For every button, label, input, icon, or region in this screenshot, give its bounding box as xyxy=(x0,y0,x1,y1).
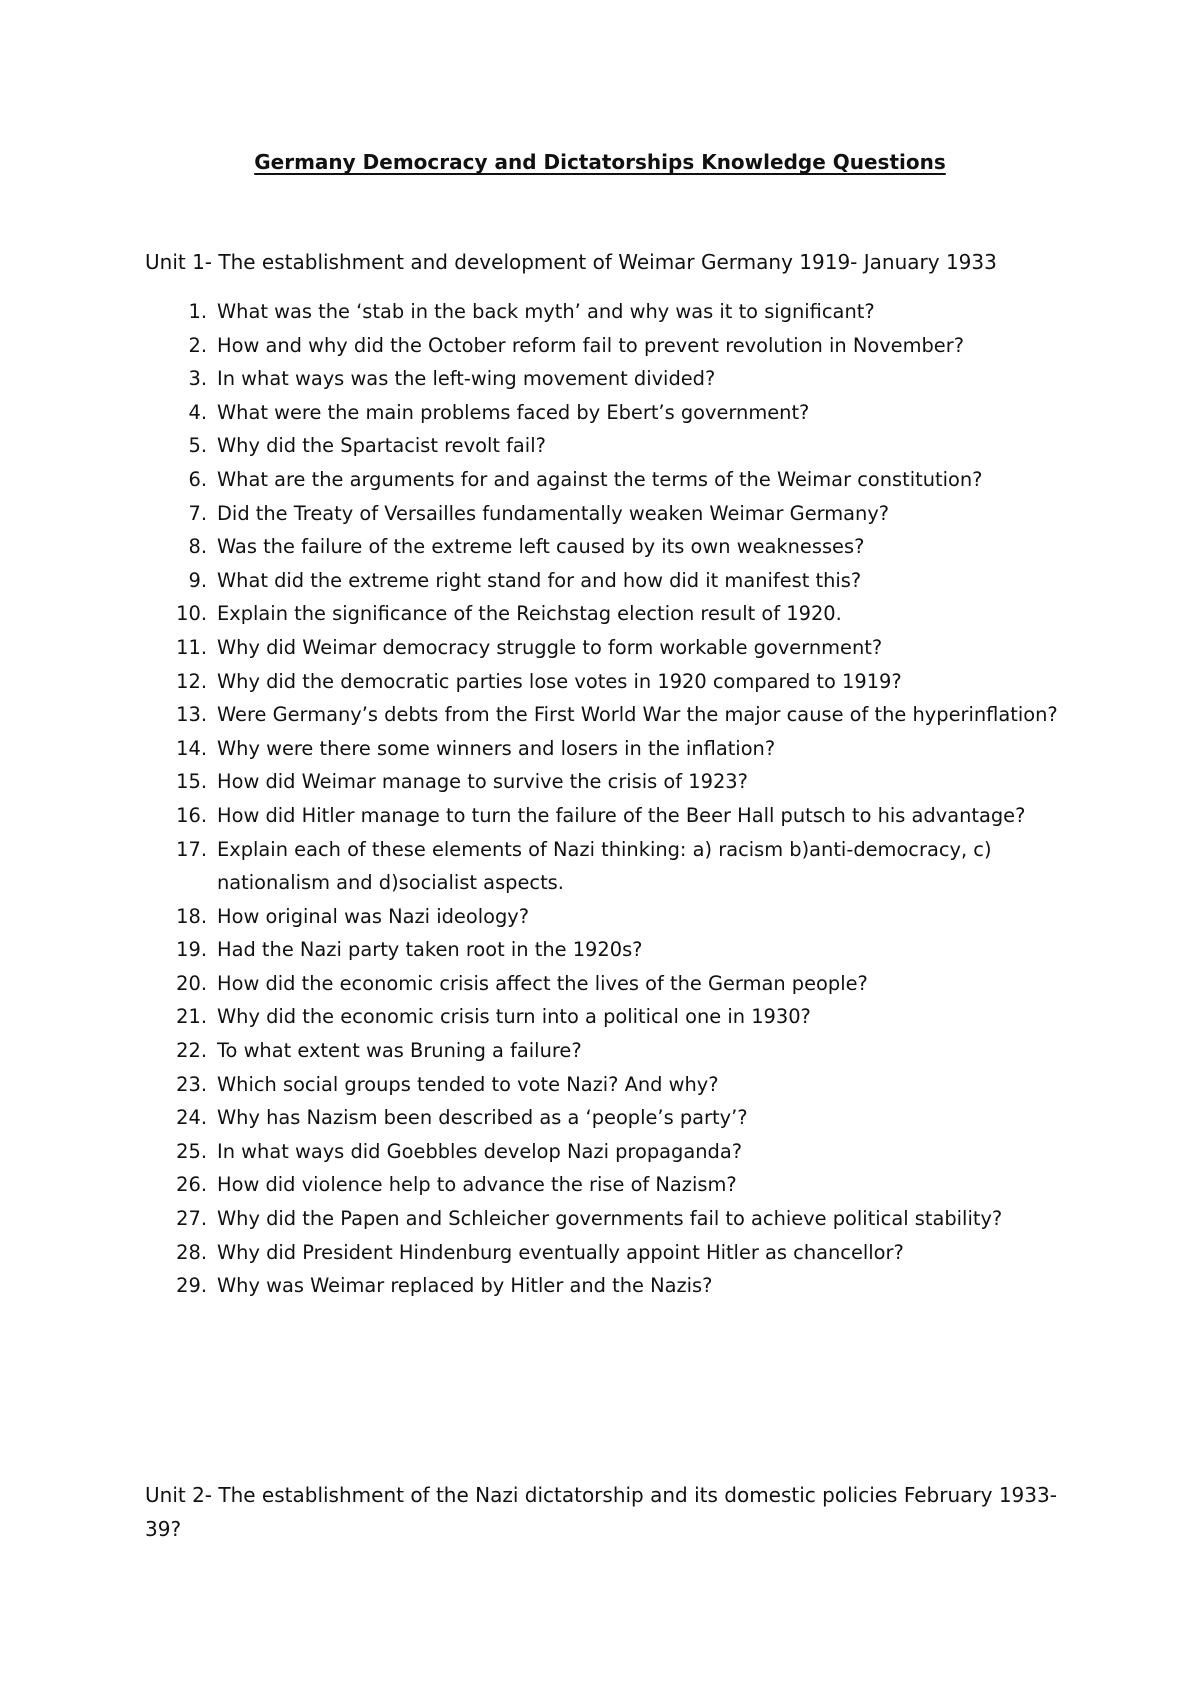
list-item xyxy=(145,900,1075,934)
question-number: 1. xyxy=(188,300,207,323)
list-item xyxy=(145,933,1075,967)
list-item xyxy=(145,732,1075,766)
question-text: What were the main problems faced by Ebert’s government? xyxy=(217,400,810,424)
question-number: 14. xyxy=(176,736,207,760)
question-number: 7. xyxy=(188,501,207,525)
question-number: 4. xyxy=(188,400,207,424)
list-item xyxy=(145,1168,1075,1202)
unit-1-question-list xyxy=(145,295,1075,1303)
question-text: Why was Weimar replaced by Hitler and the Nazis? xyxy=(217,1274,713,1298)
question-text: Why did the Spartacist revolt fail? xyxy=(217,434,546,458)
question-text: Why has Nazism been described as a ‘people’s party’? xyxy=(217,1106,748,1130)
question-text: How did Hitler manage to turn the failure of the Beer Hall putsch to his advantage? xyxy=(217,803,1026,827)
document-title: Germany Democracy and Dictatorships Knowledge Questions xyxy=(254,150,946,174)
list-item xyxy=(145,1236,1075,1270)
question-text: What are the arguments for and against the terms of the Weimar constitution? xyxy=(217,467,983,491)
unit-2-heading: Unit 2- The establishment of the Nazi dictatorship and its domestic policies February 1933-39? xyxy=(145,1483,1057,1541)
list-item xyxy=(145,463,1075,497)
question-text: How did violence help to advance the rise of Nazism? xyxy=(217,1173,737,1197)
list-item xyxy=(145,799,1075,833)
question-number: 5. xyxy=(188,434,207,458)
list-item xyxy=(145,1034,1075,1068)
question-number: 11. xyxy=(176,635,207,659)
list-item xyxy=(145,665,1075,699)
question-text: Was the failure of the extreme left caused by its own weaknesses? xyxy=(217,535,865,559)
list-item xyxy=(145,362,1075,396)
question-text: In what ways was the left-wing movement divided? xyxy=(217,367,716,391)
question-text: Why did the Papen and Schleicher governments fail to achieve political stability? xyxy=(217,1207,1003,1231)
question-number: 28. xyxy=(176,1240,207,1264)
question-number: 27. xyxy=(176,1207,207,1231)
question-text: Explain each of these elements of Nazi thinking: a) racism b)anti-democracy, c) nationalism and d)socialist aspects. xyxy=(217,837,992,895)
question-text: Did the Treaty of Versailles fundamentally weaken Weimar Germany? xyxy=(217,501,890,525)
list-item xyxy=(145,698,1075,732)
list-item xyxy=(145,1101,1075,1135)
question-text: Why did the economic crisis turn into a political one in 1930? xyxy=(217,1005,811,1029)
question-number: 16. xyxy=(176,803,207,827)
question-number: 22. xyxy=(176,1039,207,1063)
question-number: 26. xyxy=(176,1173,207,1197)
question-number: 19. xyxy=(176,938,207,962)
question-text: To what extent was Bruning a failure? xyxy=(217,1039,582,1063)
question-text: What did the extreme right stand for and how did it manifest this? xyxy=(217,568,862,592)
list-item xyxy=(145,295,1075,329)
question-text: What was the ‘stab in the back myth’ and why was it to significant? xyxy=(217,300,875,323)
question-number: 13. xyxy=(176,703,207,727)
list-item xyxy=(145,497,1075,531)
question-text: How original was Nazi ideology? xyxy=(217,904,530,928)
question-number: 24. xyxy=(176,1106,207,1130)
question-number: 10. xyxy=(176,602,207,626)
list-item xyxy=(145,564,1075,598)
list-item xyxy=(145,396,1075,430)
question-text: Why did Weimar democracy struggle to form workable government? xyxy=(217,635,883,659)
question-text: Had the Nazi party taken root in the 1920s? xyxy=(217,938,643,962)
question-number: 17. xyxy=(176,837,207,861)
question-number: 3. xyxy=(188,367,207,391)
question-text: Why were there some winners and losers in the inflation? xyxy=(217,736,776,760)
list-item xyxy=(145,967,1075,1001)
question-number: 8. xyxy=(188,535,207,559)
question-number: 25. xyxy=(176,1139,207,1163)
list-item xyxy=(145,1269,1075,1303)
question-text: How did Weimar manage to survive the crisis of 1923? xyxy=(217,770,748,794)
list-item xyxy=(145,833,1075,900)
question-number: 20. xyxy=(176,971,207,995)
list-item xyxy=(145,429,1075,463)
list-item xyxy=(145,1000,1075,1034)
question-text: Which social groups tended to vote Nazi? And why? xyxy=(217,1072,719,1096)
list-item xyxy=(145,1135,1075,1169)
question-text: In what ways did Goebbles develop Nazi propaganda? xyxy=(217,1139,742,1163)
question-number: 23. xyxy=(176,1072,207,1096)
question-number: 15. xyxy=(176,770,207,794)
question-text: How did the economic crisis affect the lives of the German people? xyxy=(217,971,868,995)
list-item xyxy=(145,329,1075,363)
list-item xyxy=(145,1068,1075,1102)
question-text: Explain the significance of the Reichstag election result of 1920. xyxy=(217,602,842,626)
list-item xyxy=(145,530,1075,564)
question-number: 6. xyxy=(188,467,207,491)
question-number: 12. xyxy=(176,669,207,693)
question-number: 2. xyxy=(188,333,207,357)
list-item xyxy=(145,765,1075,799)
question-number: 21. xyxy=(176,1005,207,1029)
question-text: Why did the democratic parties lose votes in 1920 compared to 1919? xyxy=(217,669,902,693)
list-item xyxy=(145,597,1075,631)
question-number: 18. xyxy=(176,904,207,928)
question-text: Why did President Hindenburg eventually appoint Hitler as chancellor? xyxy=(217,1240,904,1264)
question-text: How and why did the October reform fail to prevent revolution in November? xyxy=(217,333,964,357)
unit-1-heading: Unit 1- The establishment and development of Weimar Germany 1919- January 1933 xyxy=(145,250,997,274)
list-item xyxy=(145,631,1075,665)
list-item xyxy=(145,1202,1075,1236)
question-number: 9. xyxy=(188,568,207,592)
question-number: 29. xyxy=(176,1274,207,1298)
question-text: Were Germany’s debts from the First World War the major cause of the hyperinflation? xyxy=(217,703,1058,727)
